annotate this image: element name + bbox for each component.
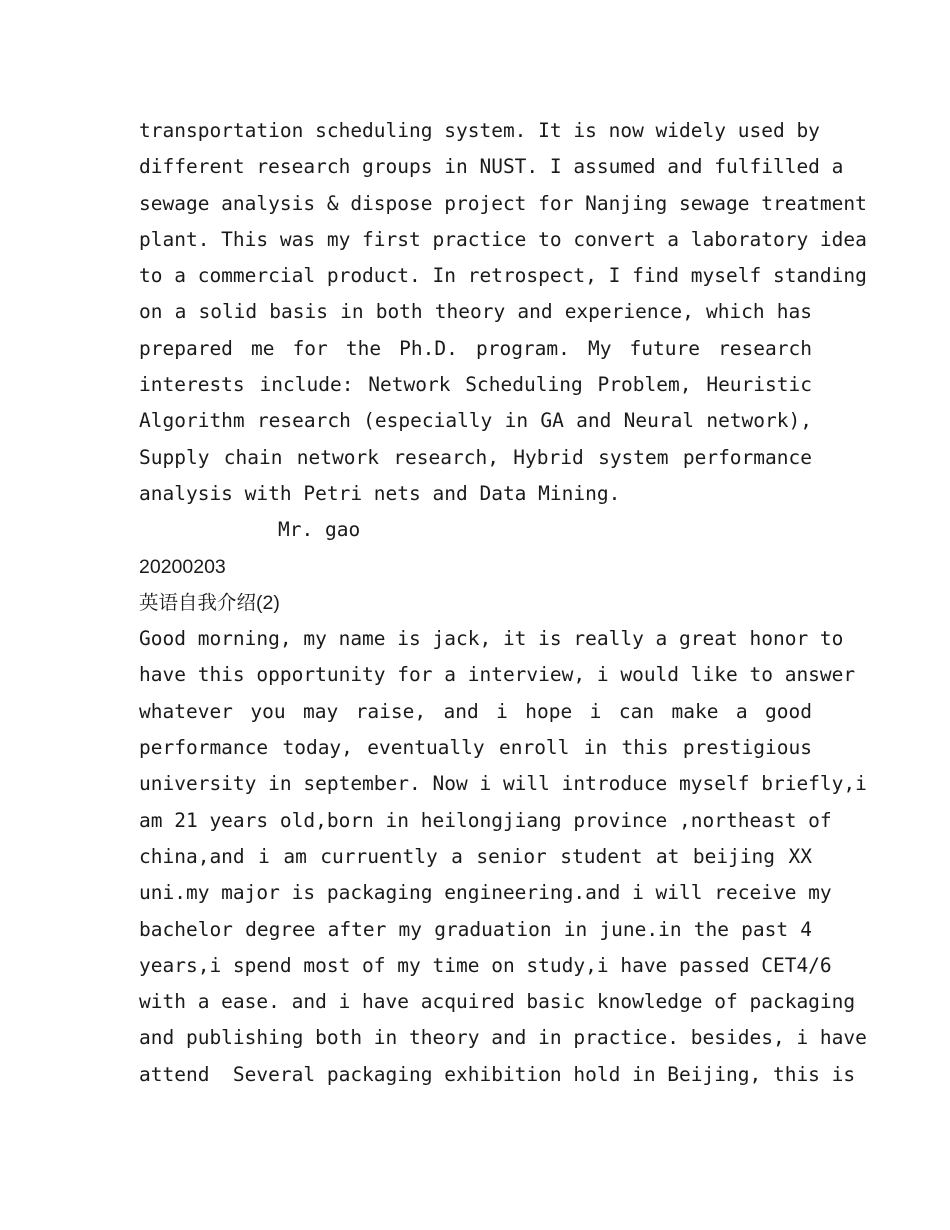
text-line: to a commercial product. In retrospect, I find myself standing	[139, 264, 867, 288]
signature: Mr. gao	[278, 518, 361, 542]
paragraph-1	[139, 113, 867, 512]
text-line: whatever you may raise, and i hope i can make a good	[139, 699, 812, 723]
text-line: years,i spend most of my time on study,i have passed CET4/6	[139, 953, 832, 977]
text-line: am 21 years old,born in heilongjiang province ,northeast of	[139, 808, 832, 832]
text-line: transportation scheduling system. It is now widely used by	[139, 119, 820, 142]
text-line: prepared me for the Ph.D. program. My future research	[139, 336, 812, 360]
text-line: different research groups in NUST. I assumed and fulfilled a	[139, 155, 844, 179]
text-line: and publishing both in theory and in practice. besides, i have	[139, 1026, 867, 1050]
section-heading: 英语自我介绍(2)	[139, 591, 280, 614]
document-page	[139, 113, 867, 1093]
text-line: interests include: Network Scheduling Problem, Heuristic	[139, 373, 812, 397]
text-line: Good morning, my name is jack, it is really a great honor to	[139, 627, 844, 651]
paragraph-2	[139, 621, 867, 1093]
text-line: sewage analysis & dispose project for Nanjing sewage treatment	[139, 191, 867, 215]
text-line: uni.my major is packaging engineering.and i will receive my	[139, 881, 832, 905]
text-line: attend Several packaging exhibition hold in Beijing, this is	[139, 1062, 856, 1086]
text-line: analysis with Petri nets and Data Mining.	[139, 481, 621, 505]
text-line: Algorithm research (especially in GA and Neural network),	[139, 409, 812, 433]
text-line: university in september. Now i will introduce myself briefly,i	[139, 772, 867, 796]
text-line: Supply chain network research, Hybrid system performance	[139, 445, 812, 469]
text-line: plant. This was my first practice to convert a laboratory idea	[139, 227, 867, 251]
text-line: performance today, eventually enroll in this prestigious	[139, 736, 812, 760]
text-line: bachelor degree after my graduation in june.in the past 4	[139, 917, 812, 941]
text-line: have this opportunity for a interview, i would like to answer	[139, 663, 856, 687]
text-line: on a solid basis in both theory and experience, which has	[139, 300, 812, 324]
date: 20200203	[139, 555, 226, 578]
text-line: china,and i am curruently a senior student at beijing XX	[139, 844, 812, 868]
text-line: with a ease. and i have acquired basic knowledge of packaging	[139, 990, 856, 1014]
